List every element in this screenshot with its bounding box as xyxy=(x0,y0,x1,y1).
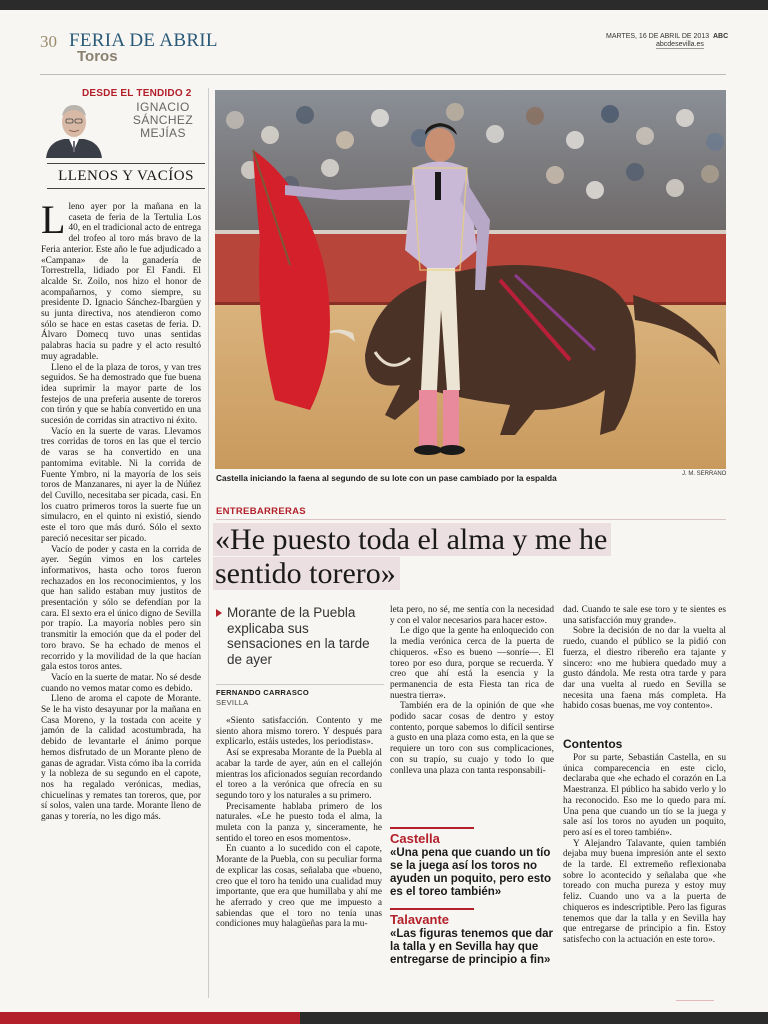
article-paragraph: Sobre la decisión de no dar la vuelta al ruedo, cuando el público se la pidió con fuerza, el diestro ribereño era tajante y sincero: «no me hubiera quedado muy a gusto dándola. Me resta otra tarde y para dar una vuelta al ruedo en Sevilla se necesita una faena más completa. Ha habido cosas buenas, me voy contento». xyxy=(563,626,726,712)
website-link[interactable]: abcdesevilla.es xyxy=(656,41,704,48)
bullfight-photo xyxy=(215,90,726,469)
article-headline: «He puesto toda el alma y me he sentido torero» xyxy=(213,523,721,591)
column-divider xyxy=(208,88,209,998)
article-paragraph: También era de la opinión de que «he podido sacar cosas de dentro y estoy contento, porque sabemos lo difícil sentirse a gusto en una plaza como esta, en la que se requiere un toro con sus complicaciones, con su trapío, su cuajo y todo lo que conlleva una plaza con tanta responsabili- xyxy=(390,701,554,776)
column-paragraph: Lleno de aroma el capote de Morante. Se le ha visto desayunar por la mañana en Casa Moreno, y la tostada con aceite y jamón de la calidad acostumbrada, ha debido de levantarle el ánimo porque hemos disfrutado de un Morante pleno de ganas de agradar. Vista cómo iba la corrida y la nobleza de su segundo en el capote, nos ha regalado verónicas, medias, chicuelinas y remates tan toreros, que, por sí solos, valen una tarde. Morante lleno de ganas y torería, no les digo más. xyxy=(41,694,201,823)
article-column-2 xyxy=(390,605,554,776)
page-number: 30 xyxy=(40,32,57,51)
quote-castella: «Una pena que cuando un tío se la juega así los toros no ayuden un poquito, pero esto es el toreo también» xyxy=(390,847,551,898)
article-paragraph: Y Alejandro Talavante, quien también dejaba muy buena impresión ante el sexto de la tarde. El extremeño reflexionaba sobre lo acontecido y señalaba que «he toreado con mucha pureza y estoy muy feliz. Cuando uno va a la puerta de chiqueros es indescriptible. Pero las figuras tenemos que dar la talla y en Sevilla hay que entregarse de principio a fin. Estoy satisfecho con la actuación en este toro». xyxy=(563,838,726,945)
column-kicker: DESDE EL TENDIDO 2 xyxy=(82,88,192,99)
quote-name-talavante: Talavante xyxy=(390,912,450,927)
dateline xyxy=(606,33,728,40)
byline-rule xyxy=(216,684,384,685)
column-title: LLENOS Y VACÍOS xyxy=(47,163,205,189)
article-paragraph: Precisamente hablaba primero de los naturales. «Le he puesto toda el alma, la muleta con la panza y, sinceramente, he sentido el toreo en esos momentos». xyxy=(216,801,382,844)
column-author: IGNACIO SÁNCHEZ MEJÍAS xyxy=(132,100,194,140)
column-paragraph: Lleno el de la plaza de toros, y van tres seguidos. Se ha demostrado que fue buena idea suprimir la mayor parte de los festejos de una preferia ausente de toreros con tirón y que se había convertido en una sucesión de corridas sin atractivo ni éxito. xyxy=(41,362,201,427)
article-kicker: ENTREBARRERAS xyxy=(216,506,306,517)
bottom-bar xyxy=(0,1012,768,1024)
column-paragraph: Vacío en la suerte de matar. No sé desde cuando no vemos matar como es debido. xyxy=(41,672,201,694)
section-title: FERIA DE ABRIL xyxy=(69,30,218,51)
article-paragraph: Por su parte, Sebastián Castella, en su única comparecencia en este ciclo, declaraba que «he echado el corazón en La Maestranza. El público ha sabido verlo y lo ha reconocido. Eso me lo quedo para mí. Una pena que cuando un tío se la juega y sale así los toros no ayuden un poquito, pero así es el toreo también». xyxy=(563,753,726,838)
author-portrait xyxy=(42,102,106,158)
triangle-bullet-icon xyxy=(216,609,222,617)
date: MARTES, 16 DE ABRIL DE 2013 xyxy=(606,33,710,40)
column-paragraph: Vacío en la suerte de varas. Llevamos tres corridas de toros en las que el tercio de varas se ha convertido en una pantomima evitable. Ni la corrida de Fuente Ymbro, ni la mayoría de los seis toros de Manzanares, ni ayer la de Núñez del Cuvillo, necesitaba ser picada, casi. En los cuatro primeros toros la suerte fue un simulacro, en el quinto ni existió, siendo este el toro que más duró. Sólo el sexto pareció necesitar ser picado. xyxy=(41,426,201,544)
drop-cap: L xyxy=(41,197,66,242)
deck-text: Morante de la Puebla explicaba sus sensaciones en la tarde de ayer xyxy=(227,605,370,667)
article-paragraph: Así se expresaba Morante de la Puebla al acabar la tarde de ayer, aún en el callejón mientras los aficionados seguían recordando el toreo a la verónica que ofrecía en su segundo toro y los naturales a su primero. xyxy=(216,748,382,801)
brand: ABC xyxy=(713,33,729,40)
article-column-3b xyxy=(563,753,726,946)
article-column-1 xyxy=(216,716,382,930)
quote-rule xyxy=(390,908,474,910)
column-paragraph: Lleno ayer por la mañana en la caseta de feria de la Tertulia Los 40, en el tradicional acto de entrega del trofeo al toro más bravo de la Feria anterior. Este año le fue adjudicado a «Campana» de la ganadería de Torrestrella, lidiado por El Fandi. El alcalde Sr. Zoilo, nos hizo el honor de acompañarnos, y como siempre, su presidente D. Ignacio Sánchez-Ibargüen y su junta directiva, nos atendieron como sólo se hace en estas casetas de feria. D. Álvaro Domecq tuvo unas sentidas palabras hacia su padre y el acto resultó muy agradable. xyxy=(41,197,201,362)
quote-name-castella: Castella xyxy=(390,831,440,846)
column-paragraph: Vacío de poder y casta en la corrida de ayer. Según vimos en los carteles informativos, hasta ocho toros fueron rechazados en los reconocimientos, y los que han salido estaban muy justitos de presentación y sólo se defendían por la cara. El sexto era el único digno de Sevilla por trapío. La mayoría nobles pero sin transmitir la emoción que da el poder del toro bravo. Se ha echado de menos el recorrido y la movilidad de la que hacían gala estos toros antes. xyxy=(41,544,201,673)
quote-talavante: «Las figuras tenemos que dar la talla y en Sevilla hay que entregarse de principio a fin» xyxy=(390,928,553,966)
end-rule xyxy=(676,1000,714,1001)
article-paragraph: En cuanto a lo sucedido con el capote, Morante de la Puebla, con su peculiar forma de explicar las cosas, señalaba que «bueno, creo que el toro ha tenido una cualidad muy importante, que era que humillaba y ahí me he aferrado y creo que me impuesto a sabiendas que el toro no tenía unas condiciones muy halagüeñas para la mu- xyxy=(216,844,382,930)
kicker-rule xyxy=(216,519,726,520)
article-column-3a xyxy=(563,605,726,712)
header-rule xyxy=(40,74,726,75)
bottom-accent xyxy=(0,1012,300,1024)
article-paragraph: leta pero, no sé, me sentía con la necesidad y con el valor necesarios para hacer esto». xyxy=(390,605,554,626)
top-bar xyxy=(0,0,768,10)
article-paragraph: Le digo que la gente ha enloquecido con la media verónica cerca de la puerta de chiqueros. «Eso es bueno —sonríe—. El toreo por eso dura, porque se recuerda. Y creo que ahí está la esencia y la permanencia de esta Fiesta tan rica de nuestra tierra». xyxy=(390,626,554,701)
article-subhead: Contentos xyxy=(563,737,623,751)
quote-rule xyxy=(390,827,474,829)
article-author: FERNANDO CARRASCO xyxy=(216,688,310,697)
subsection-title: Toros xyxy=(77,48,118,65)
article-city: SEVILLA xyxy=(216,698,249,707)
article-paragraph: dad. Cuando te sale ese toro y te sientes es una satisfacción muy grande». xyxy=(563,605,726,626)
article-paragraph: «Siento satisfacción. Contento y me siento ahora mismo torero. Y después para explicarlo, estáis ustedes, los periodistas». xyxy=(216,716,382,748)
photo-credit: J. M. SERRANO xyxy=(682,471,727,477)
column-body xyxy=(41,197,201,823)
photo-caption: Castella iniciando la faena al segundo de su lote con un pase cambiado por la espalda xyxy=(216,473,557,483)
